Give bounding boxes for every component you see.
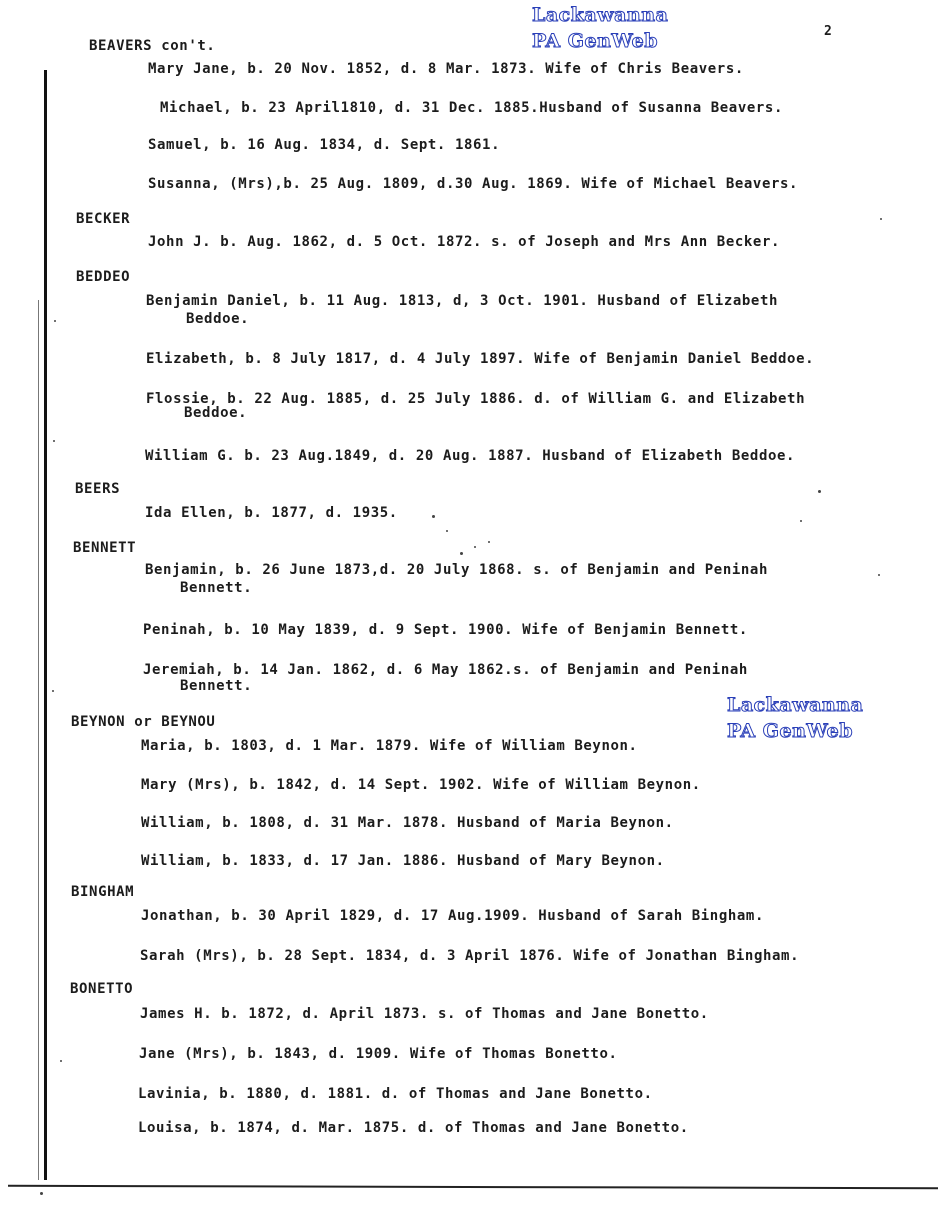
- record-entry: Benjamin Daniel, b. 11 Aug. 1813, d, 3 Oct. 1901. Husband of Elizabeth: [146, 293, 779, 309]
- scan-speck: [800, 520, 802, 522]
- scan-speck: [446, 530, 448, 532]
- binding-edge-line-thin: [38, 300, 39, 1180]
- surname-heading: BINGHAM: [71, 884, 135, 900]
- record-entry: Mary (Mrs), b. 1842, d. 14 Sept. 1902. Wife of William Beynon.: [141, 777, 701, 793]
- record-entry: Ida Ellen, b. 1877, d. 1935.: [145, 505, 398, 521]
- record-entry: Flossie, b. 22 Aug. 1885, d. 25 July 1886. d. of William G. and Elizabeth: [146, 391, 806, 407]
- record-entry: John J. b. Aug. 1862, d. 5 Oct. 1872. s. of Joseph and Mrs Ann Becker.: [148, 234, 781, 250]
- surname-heading: BONETTO: [70, 981, 134, 997]
- scan-speck: [818, 490, 821, 493]
- surname-heading: BEDDEO: [76, 269, 131, 285]
- record-entry: Lavinia, b. 1880, d. 1881. d. of Thomas and Jane Bonetto.: [138, 1086, 653, 1102]
- scan-speck: [52, 690, 54, 692]
- scan-speck: [53, 440, 55, 442]
- record-entry: Susanna, (Mrs),b. 25 Aug. 1809, d.30 Aug. 1869. Wife of Michael Beavers.: [148, 176, 799, 192]
- record-entry: Elizabeth, b. 8 July 1817, d. 4 July 1897. Wife of Benjamin Daniel Beddoe.: [146, 351, 815, 367]
- record-entry: James H. b. 1872, d. April 1873. s. of Thomas and Jane Bonetto.: [140, 1006, 709, 1022]
- record-entry: Peninah, b. 10 May 1839, d. 9 Sept. 1900. Wife of Benjamin Bennett.: [143, 622, 748, 638]
- record-entry: Maria, b. 1803, d. 1 Mar. 1879. Wife of William Beynon.: [141, 738, 638, 754]
- record-entry: Samuel, b. 16 Aug. 1834, d. Sept. 1861.: [148, 137, 501, 153]
- record-entry: Mary Jane, b. 20 Nov. 1852, d. 8 Mar. 1873. Wife of Chris Beavers.: [148, 61, 744, 77]
- surname-heading: BEERS: [75, 481, 121, 497]
- scan-speck: [40, 1192, 43, 1195]
- watermark-top-line2: PA GenWeb: [532, 30, 659, 52]
- scan-speck: [474, 546, 476, 548]
- record-entry-continuation: Beddoe.: [186, 311, 250, 327]
- record-entry: William, b. 1808, d. 31 Mar. 1878. Husband of Maria Beynon.: [141, 815, 674, 831]
- watermark-mid-line1: Lackawanna: [727, 694, 864, 716]
- scan-speck: [878, 574, 880, 576]
- bottom-edge-line: [8, 1185, 938, 1189]
- surname-heading: BECKER: [76, 211, 131, 227]
- scan-speck: [460, 552, 463, 555]
- surname-heading: BEYNON or BEYNOU: [71, 714, 216, 730]
- record-entry: Michael, b. 23 April1810, d. 31 Dec. 1885.Husband of Susanna Beavers.: [160, 100, 783, 116]
- scan-speck: [60, 1060, 62, 1062]
- scan-speck: [54, 320, 56, 322]
- record-entry: Louisa, b. 1874, d. Mar. 1875. d. of Thomas and Jane Bonetto.: [138, 1120, 689, 1136]
- scan-speck: [432, 515, 435, 518]
- record-entry: Sarah (Mrs), b. 28 Sept. 1834, d. 3 April 1876. Wife of Jonathan Bingham.: [140, 948, 800, 964]
- surname-heading: BEAVERS con't.: [89, 38, 216, 54]
- record-entry-continuation: Beddoe.: [184, 405, 248, 421]
- record-entry-continuation: Bennett.: [180, 580, 253, 596]
- watermark-top-line1: Lackawanna: [532, 4, 669, 26]
- record-entry: Benjamin, b. 26 June 1873,d. 20 July 1868. s. of Benjamin and Peninah: [145, 562, 768, 578]
- scan-speck: [880, 218, 882, 220]
- scan-speck: [488, 541, 490, 543]
- watermark-mid-line2: PA GenWeb: [727, 720, 854, 742]
- surname-heading: BENNETT: [73, 540, 137, 556]
- record-entry: Jane (Mrs), b. 1843, d. 1909. Wife of Thomas Bonetto.: [139, 1046, 618, 1062]
- record-entry: William G. b. 23 Aug.1849, d. 20 Aug. 1887. Husband of Elizabeth Beddoe.: [145, 448, 796, 464]
- binding-edge-line: [44, 70, 47, 1180]
- page-number: 2: [824, 24, 833, 39]
- record-entry: William, b. 1833, d. 17 Jan. 1886. Husband of Mary Beynon.: [141, 853, 665, 869]
- record-entry-continuation: Bennett.: [180, 678, 253, 694]
- record-entry: Jeremiah, b. 14 Jan. 1862, d. 6 May 1862.s. of Benjamin and Peninah: [143, 662, 748, 678]
- record-entry: Jonathan, b. 30 April 1829, d. 17 Aug.1909. Husband of Sarah Bingham.: [141, 908, 764, 924]
